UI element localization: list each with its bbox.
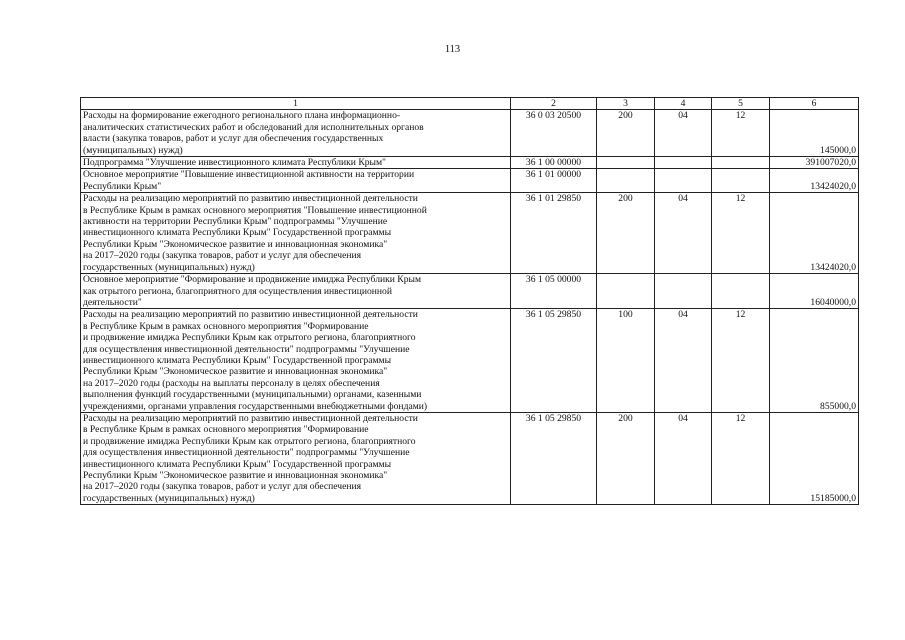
header-cell: 3 [597,98,655,110]
vr-cell [597,157,655,169]
table-row [81,169,859,193]
amount-cell: 13424020,0 [770,193,859,274]
rz-cell: 04 [655,309,712,413]
description-cell: Основное мероприятие "Формирование и продвижение имиджа Республики Крым как отрытого региона, благоприятного для осуществления инвестиционной деятельности" [81,274,511,309]
pr-cell: 12 [712,193,770,274]
description-cell: Расходы на реализацию мероприятий по развитию инвестиционной деятельности в Республике Крым в рамках основного мероприятия "Формирование и продвижение имиджа Республики Крым как отрытого региона, благоприятного для осуществления инвестиционной деятельности" подпрограммы "Улучшение инвестиционного климата Республики Крым" Государственной программы Республики Крым "Экономическое развитие и инновационная экономика" на 2017–2020 годы (закупка товаров, работ и услуг для обеспечения государственных (муниципальных) нужд) [81,412,511,504]
pr-cell: 12 [712,309,770,413]
csr-cell: 36 1 01 00000 [511,169,597,193]
csr-cell: 36 1 05 29850 [511,412,597,504]
table-row [81,110,859,157]
amount-cell: 16040000,0 [770,274,859,309]
csr-cell: 36 1 01 29850 [511,193,597,274]
vr-cell: 200 [597,110,655,157]
rz-cell: 04 [655,412,712,504]
rz-cell: 04 [655,110,712,157]
table-row [81,193,859,274]
amount-cell: 145000,0 [770,110,859,157]
vr-cell: 100 [597,309,655,413]
amount-cell: 13424020,0 [770,169,859,193]
header-cell: 2 [511,98,597,110]
table-row [81,412,859,504]
description-cell: Основное мероприятие "Повышение инвестиционной активности на территории Республики Крым" [81,169,511,193]
pr-cell [712,274,770,309]
header-cell: 1 [81,98,511,110]
rz-cell [655,169,712,193]
csr-cell: 36 1 00 00000 [511,157,597,169]
budget-table [80,97,859,505]
pr-cell: 12 [712,110,770,157]
table-row [81,309,859,413]
amount-cell: 391007020,0 [770,157,859,169]
csr-cell: 36 1 05 29850 [511,309,597,413]
rz-cell [655,157,712,169]
description-cell: Расходы на реализацию мероприятий по развитию инвестиционной деятельности в Республике Крым в рамках основного мероприятия "Формирование и продвижение имиджа Республики Крым как отрытого региона, благоприятного для осуществления инвестиционной деятельности" подпрограммы "Улучшение инвестиционного климата Республики Крым" Государственной программы Республики Крым "Экономическое развитие и инновационная экономика" на 2017–2020 годы (расходы на выплаты персоналу в целях обеспечения выполнения функций государственными (муниципальными) органами, казенными учреждениями, органами управления государственными внебюджетными фондами) [81,309,511,413]
table-row [81,157,859,169]
header-cell: 6 [770,98,859,110]
pr-cell: 12 [712,412,770,504]
vr-cell [597,274,655,309]
table-row [81,274,859,309]
amount-cell: 855000,0 [770,309,859,413]
csr-cell: 36 1 05 00000 [511,274,597,309]
amount-cell: 15185000,0 [770,412,859,504]
vr-cell [597,169,655,193]
csr-cell: 36 0 03 20500 [511,110,597,157]
header-row [81,98,859,110]
rz-cell [655,274,712,309]
vr-cell: 200 [597,412,655,504]
rz-cell: 04 [655,193,712,274]
vr-cell: 200 [597,193,655,274]
description-cell: Расходы на формирование ежегодного регионального плана информационно- аналитических статистических работ и обследований для исполнительных органов власти (закупка товаров, работ и услуг для обеспечения государственных (муниципальных) нужд) [81,110,511,157]
pr-cell [712,169,770,193]
header-cell: 4 [655,98,712,110]
header-cell: 5 [712,98,770,110]
description-cell: Подпрограмма "Улучшение инвестиционного климата Республики Крым" [81,157,511,169]
page-number: 113 [444,44,461,55]
description-cell: Расходы на реализацию мероприятий по развитию инвестиционной деятельности в Республике Крым в рамках основного мероприятия "Повышение инвестиционной активности на территории Республики Крым" подпрограммы "Улучшение инвестиционного климата Республики Крым" Государственной программы Республики Крым "Экономическое развитие и инновационная экономика" на 2017–2020 годы (закупка товаров, работ и услуг для обеспечения государственных (муниципальных) нужд) [81,193,511,274]
pr-cell [712,157,770,169]
